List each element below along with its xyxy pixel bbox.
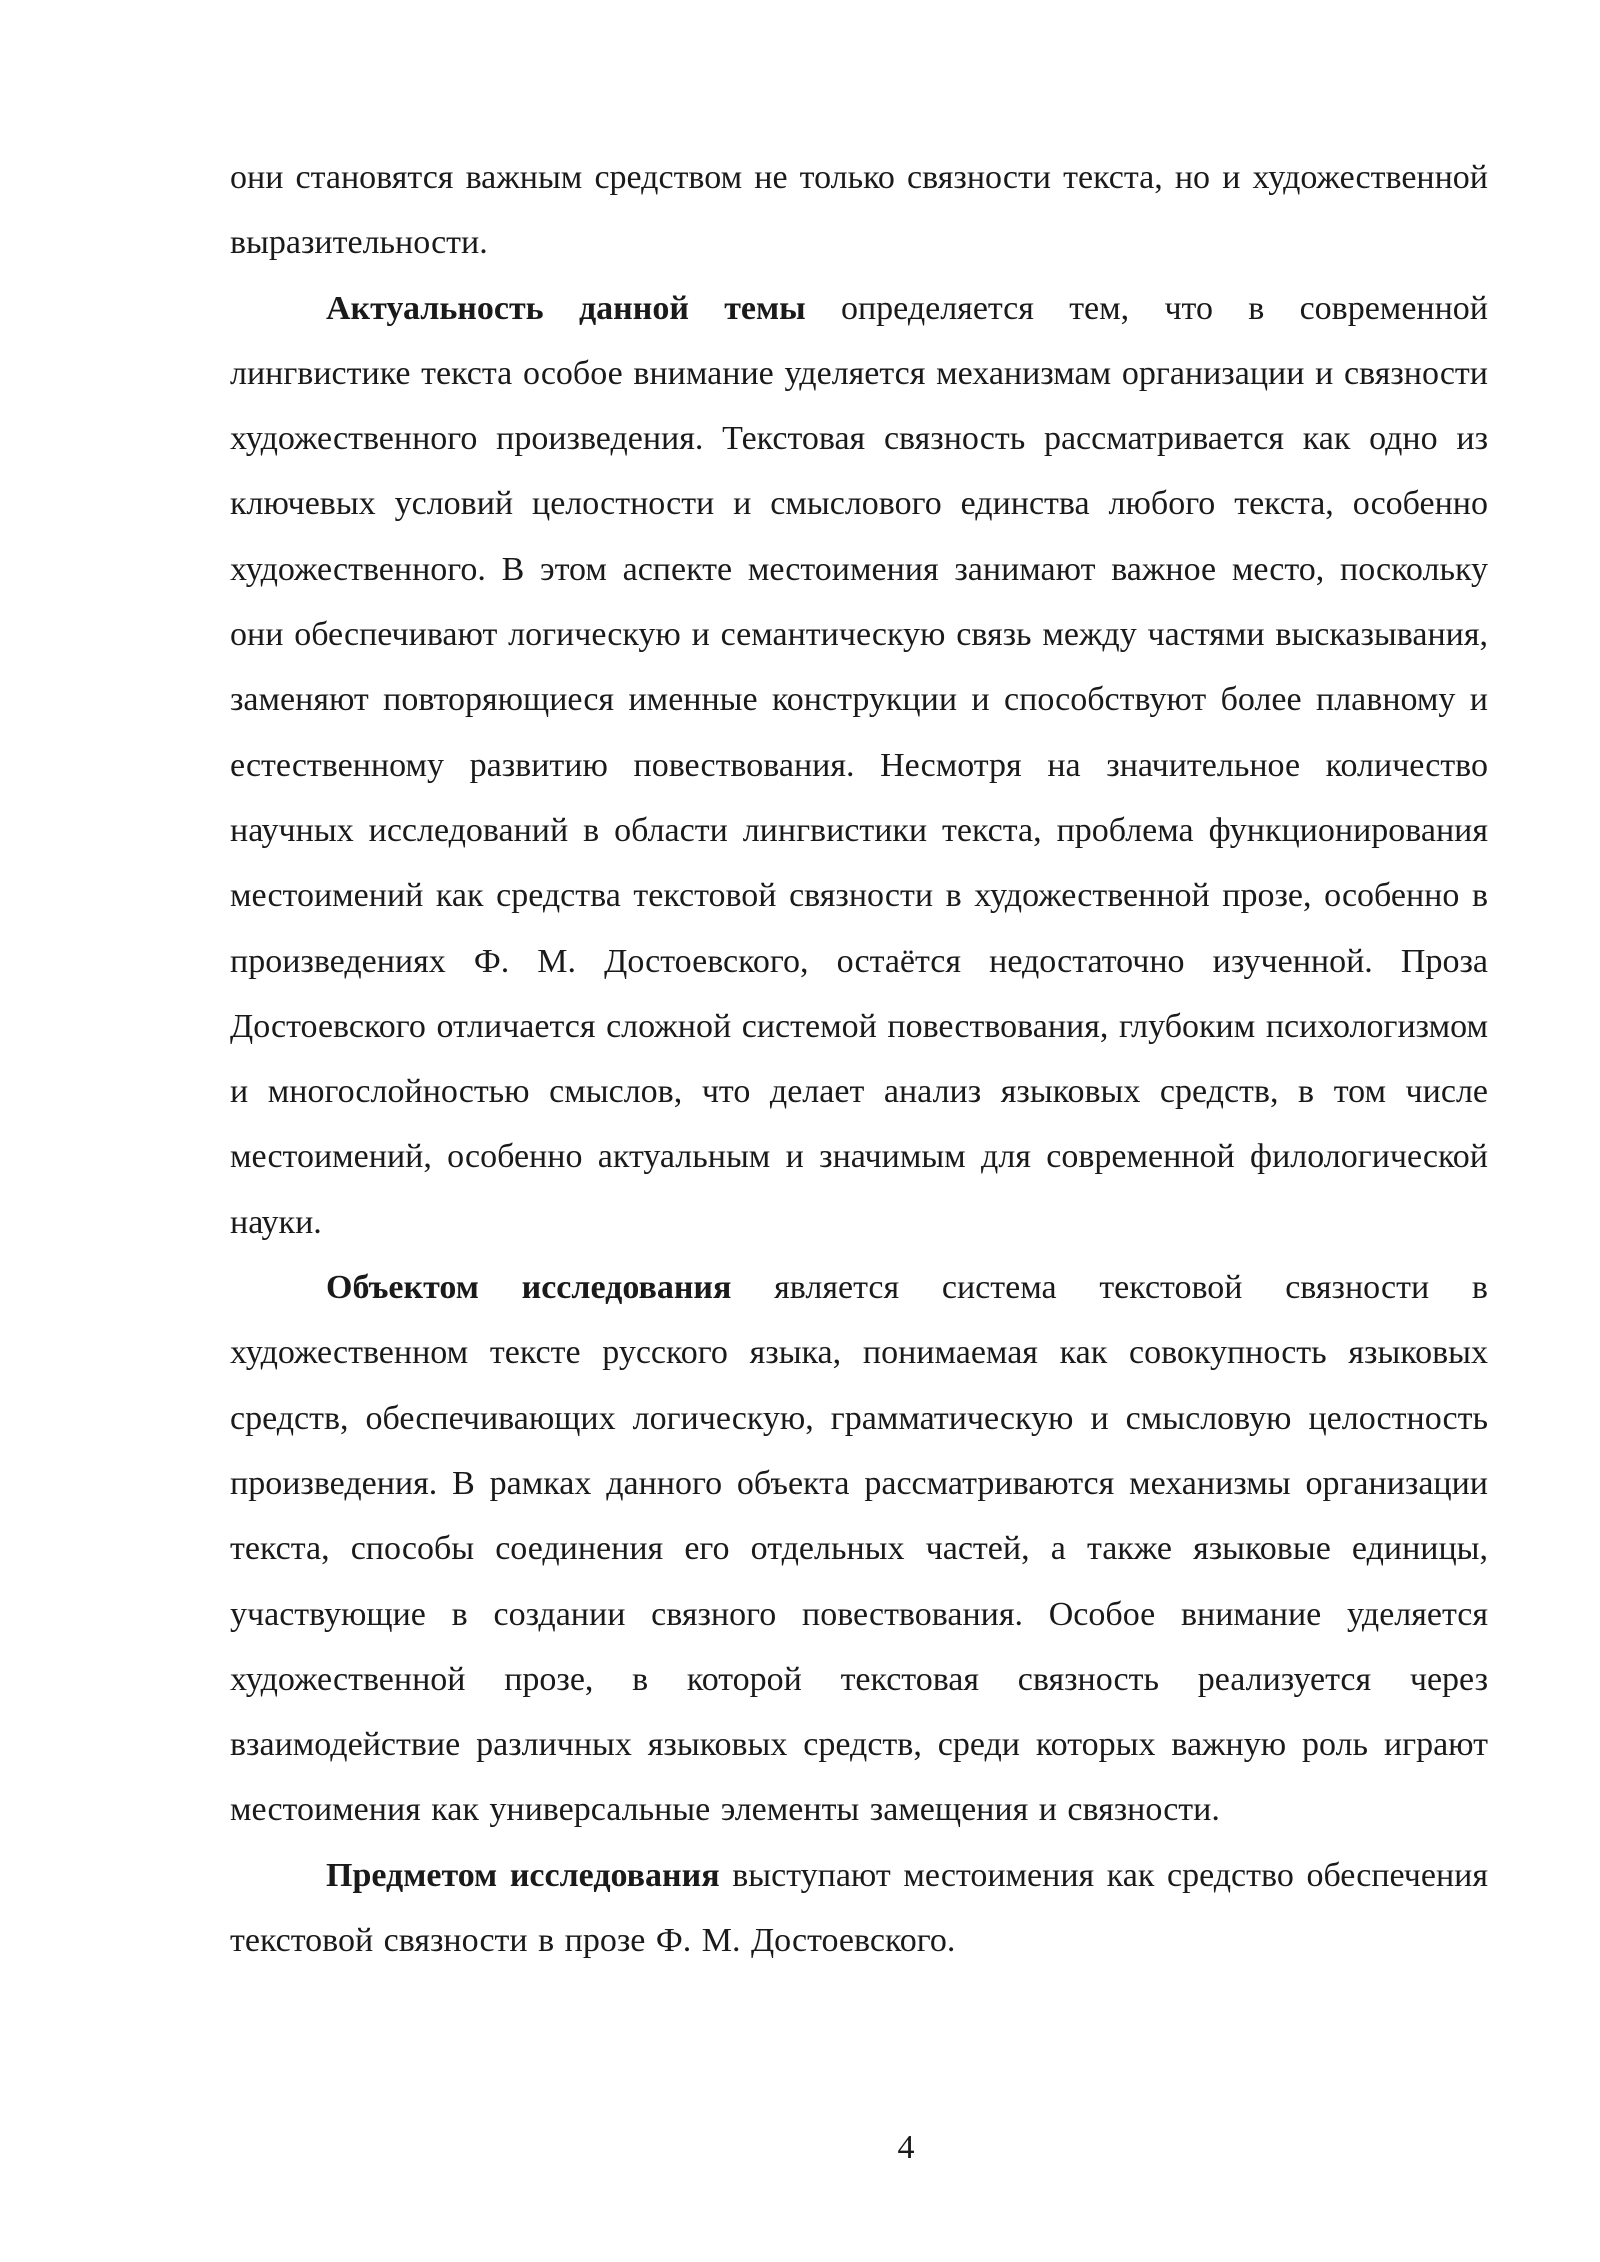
paragraph-lead: Объектом исследования xyxy=(326,1269,732,1307)
paragraph-text: является система текстовой связности в художественном тексте русского языка, понимаемая как совокупность языковых средств, обеспечивающих логическую, грамматическую и смысловую целостность произведения. В рамках данного объекта рассматриваются механизмы организации текста, способы соединения его отдельных частей, а также языковые единицы, участвующие в создании связного повествования. Особое внимание уделяется художественной прозе, в которой текстовая связность реализуется через взаимодействие различных языковых средств, среди которых важную роль играют местоимения как универсальные элементы замещения и связности. xyxy=(230,1269,1488,1829)
paragraph-lead: Актуальность данной темы xyxy=(326,289,806,327)
paragraph-lead: Предметом исследования xyxy=(326,1856,720,1894)
paragraph-text: выступают местоимения как средство обеспечения текстовой связности в прозе Ф. М. Достоевского. xyxy=(230,1856,1488,1960)
paragraph-continuation xyxy=(230,145,1488,276)
paragraph-text: они становятся важным средством не только связности текста, но и художественной выразительности. xyxy=(230,159,1488,262)
paragraph-text: определяется тем, что в современной лингвистике текста особое внимание уделяется механизмам организации и связности художественного произведения. Текстовая связность рассматривается как одно из ключевых условий целостности и смыслового единства любого текста, особенно художественного. В этом аспекте местоимения занимают важное место, поскольку они обеспечивают логическую и семантическую связь между частями высказывания, заменяют повторяющиеся именные конструкции и способствуют более плавному и естественному развитию повествования. Несмотря на значительное количество научных исследований в области лингвистики текста, проблема функционирования местоимений как средства текстовой связности в художественной прозе, особенно в произведениях Ф. М. Достоевского, остаётся недостаточно изученной. Проза Достоевского отличается сложной системой повествования, глубоким психологизмом и многослойностью смыслов, что делает анализ языковых средств, в том числе местоимений, особенно актуальным и значимым для современной филологической науки. xyxy=(230,289,1488,1241)
paragraph-research-object xyxy=(230,1255,1488,1843)
text-body xyxy=(230,145,1488,1973)
paragraph-research-subject xyxy=(230,1843,1488,1974)
paragraph-relevance xyxy=(230,276,1488,1255)
page-number: 4 xyxy=(897,2129,915,2166)
